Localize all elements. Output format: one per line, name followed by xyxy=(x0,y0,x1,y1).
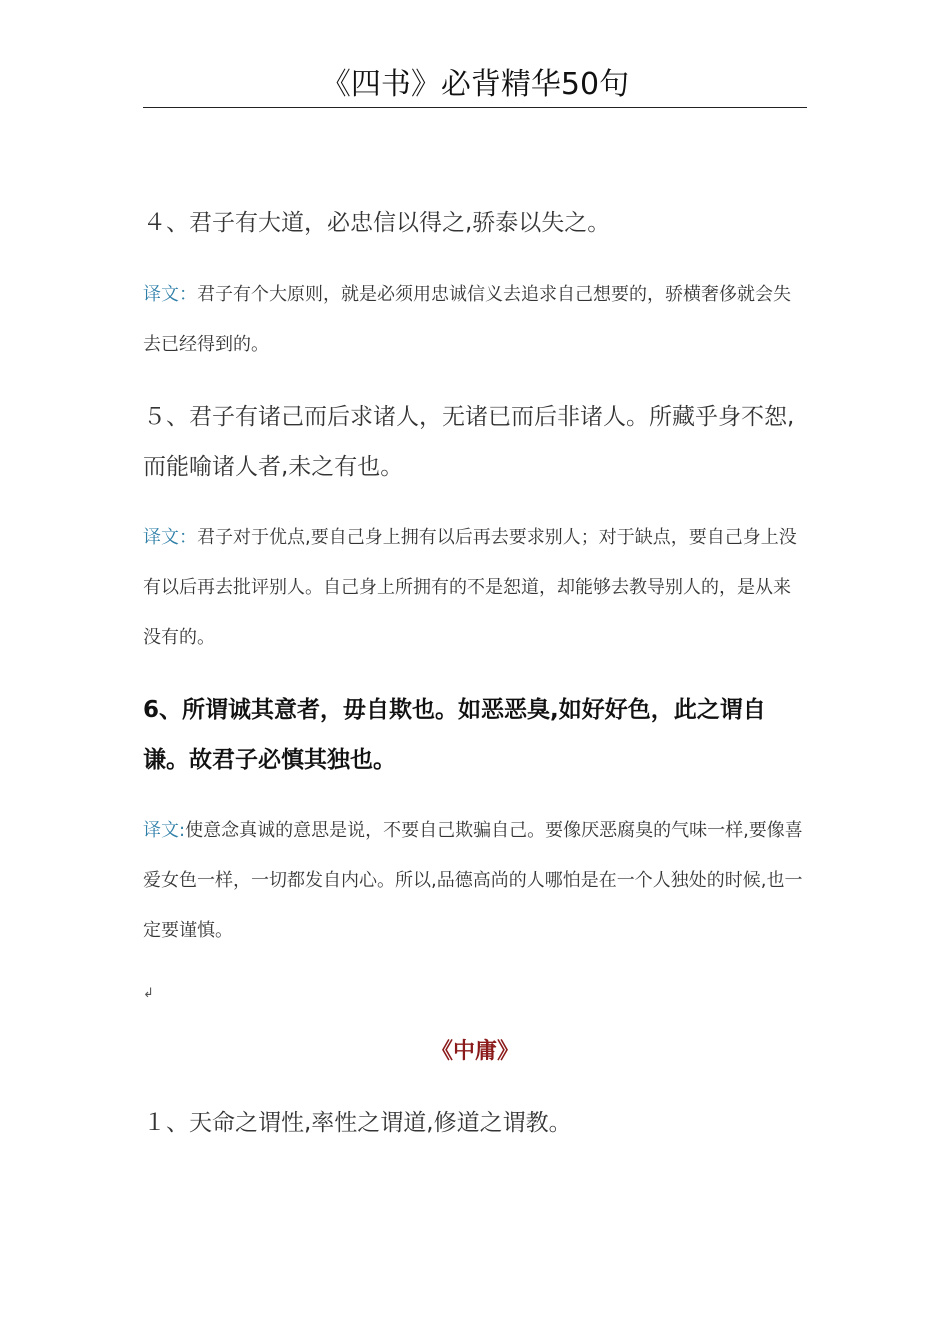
title-underline xyxy=(143,107,807,108)
translation-text: 君子对于优点,要自己身上拥有以后再去要求别人；对于缺点，要自己身上没有以后再去批评别人。自己身上所拥有的不是恕道，却能够去教导别人的，是从来没有的。 xyxy=(143,527,797,648)
translation-label: 译文： xyxy=(143,527,197,548)
translation-text: 使意念真诚的意思是说，不要自己欺骗自己。要像厌恶腐臭的气味一样,要像喜爱女色一样，一切都发自内心。所以,品德高尚的人哪怕是在一个人独处的时候,也一定要谨慎。 xyxy=(143,820,803,941)
document-title: 《四书》必背精华50句 xyxy=(320,67,630,102)
translation-4 xyxy=(143,270,807,370)
section-heading: 《中庸》 xyxy=(430,1039,519,1064)
verse-5: ５、君子有诸己而后求诸人，无诸已而后非诸人。所藏乎身不恕,而能喻诸人者,未之有也。 xyxy=(143,404,795,480)
translation-6 xyxy=(143,806,807,956)
translation-text: 君子有个大原则，就是必须用忠诚信义去追求自己想要的，骄横奢侈就会失去已经得到的。 xyxy=(143,284,791,355)
translation-label: 译文: xyxy=(143,820,186,841)
section-verse-1: １、天命之谓性,率性之谓道,修道之谓教。 xyxy=(143,1110,572,1136)
verse-6: 6、所谓诚其意者，毋自欺也。如恶恶臭,如好好色，此之谓自谦。故君子必慎其独也。 xyxy=(143,697,766,773)
translation-5 xyxy=(143,513,807,663)
verse-4: ４、君子有大道，必忠信以得之,骄泰以失之。 xyxy=(143,210,611,236)
translation-label: 译文： xyxy=(143,284,197,305)
paragraph-mark: ↲ xyxy=(143,986,154,1001)
